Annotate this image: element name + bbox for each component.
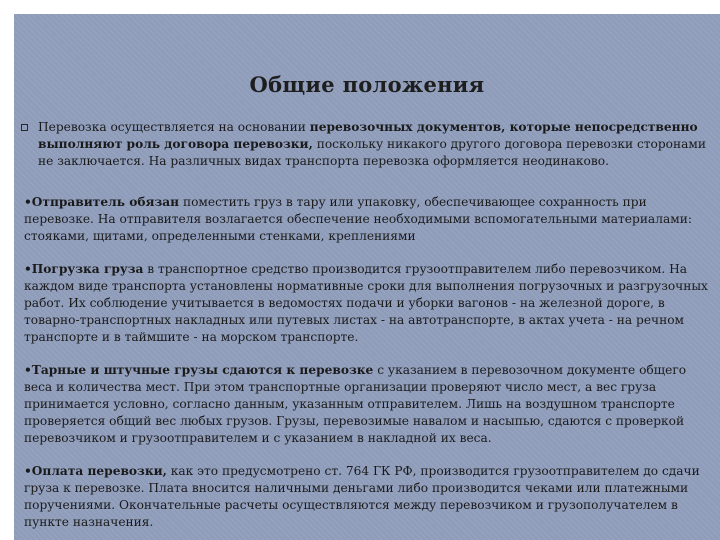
paragraph-heading: •Оплата перевозки, bbox=[24, 464, 167, 478]
slide bbox=[14, 14, 720, 540]
paragraph-text: с указанием в перевозочном документе общего веса и количества мест. При этом транспортные организации проверяют число мест, а вес груза принимается условно, согласно данным, указанным отправителем. Лишь на воздушном транспорте проверяется общий вес любых грузов. Грузы, перевозимые навалом и насыпью, сдаются с проверкой перевозчиком и грузоотправителем и с указанием в накладной их веса. bbox=[24, 363, 687, 445]
paragraph-text: в транспортное средство производится грузоотправителем либо перевозчиком. На каждом виде транспорта установлены нормативные сроки для выполнения погрузочных и разгрузочных работ. Их соблюдение учитывается в ведомостях подачи и уборки вагонов - на железной дороге, в товарно-транспортных накладных или путевых листах - на автотранспорте, в актах учета - на речном транспорте и в таймшите - на морском транспорте. bbox=[24, 262, 708, 344]
paragraph-text: как это предусмотрено ст. 764 ГК РФ, производится грузоотправителем до сдачи груза к перевозке. Плата вносится наличными деньгами либо производится чеками или платежными поручениями. Окончательные расчеты осуществляются между перевозчиком и грузополучателем в пункте назначения. bbox=[24, 464, 700, 529]
paragraph-heading: •Отправитель обязан bbox=[24, 195, 180, 209]
paragraph-payment bbox=[24, 463, 714, 531]
paragraph-packaged-cargo bbox=[24, 362, 714, 447]
paragraph-heading: •Погрузка груза bbox=[24, 262, 144, 276]
paragraph-text: поместить груз в тару или упаковку, обеспечивающее сохранность при перевозке. На отправителя возлагается обеспечение необходимыми вспомогательными материалами: стояками, щитами, определенными стенками, креплениями bbox=[24, 195, 692, 243]
intro-text-2: поскольку никакого другого договора перевозки сторонами не заключается. На различных видах транспорта перевозка оформляется неодинаково. bbox=[38, 137, 707, 168]
paragraph-heading: •Тарные и штучные грузы сдаются к перевозке bbox=[24, 363, 374, 377]
slide-title: Общие положения bbox=[249, 72, 485, 97]
paragraph-loading bbox=[24, 261, 714, 346]
paragraph-sender-obligation bbox=[24, 194, 714, 245]
intro-text-1: Перевозка осуществляется на основании bbox=[38, 120, 310, 134]
intro-text-bold: перевозочных документов, которые непосредственно выполняют роль договора перевозки, bbox=[38, 120, 698, 151]
square-bullet-icon bbox=[21, 124, 28, 131]
intro-paragraph bbox=[38, 119, 710, 170]
